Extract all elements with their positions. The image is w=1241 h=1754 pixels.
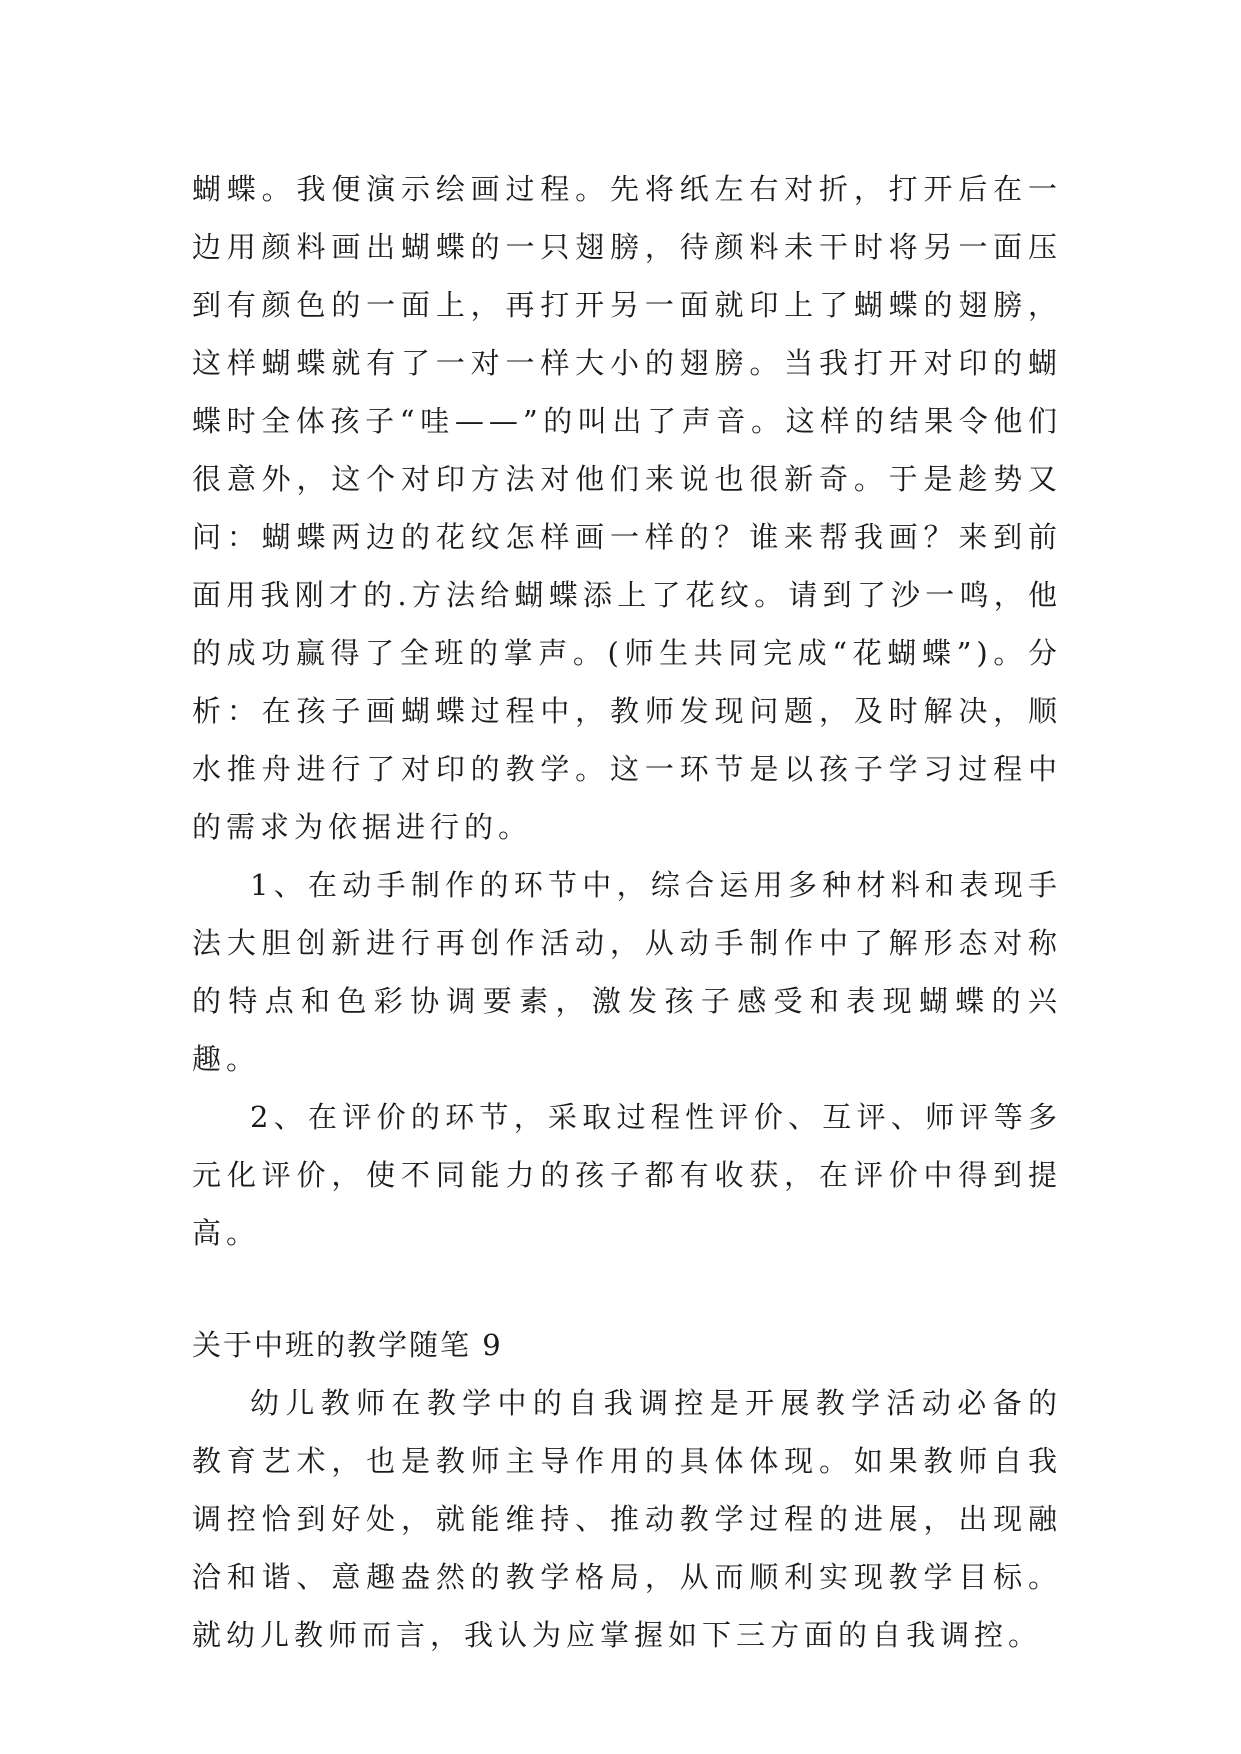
paragraph-point-1: 1、在动手制作的环节中，综合运用多种材料和表现手法大胆创新进行再创作活动，从动手制作中了解形态对称的特点和色彩协调要素，激发孩子感受和表现蝴蝶的兴趣。 — [192, 868, 1062, 1076]
paragraph-self-regulation: 幼儿教师在教学中的自我调控是开展教学活动必备的教育艺术，也是教师主导作用的具体体现。如果教师自我调控恰到好处，就能维持、推动教学过程的进展，出现融洽和谐、意趣盎然的教学格局，从而顺利实现教学目标。就幼儿教师而言，我认为应掌握如下三方面的自我调控。 — [192, 1386, 1062, 1652]
section-title: 关于中班的教学随笔 9 — [192, 1328, 503, 1362]
paragraph-butterfly-lesson: 蝴蝶。我便演示绘画过程。先将纸左右对折，打开后在一边用颜料画出蝴蝶的一只翅膀，待颜料未干时将另一面压到有颜色的一面上，再打开另一面就印上了蝴蝶的翅膀，这样蝴蝶就有了一对一样大小的翅膀。当我打开对印的蝴蝶时全体孩子“哇——”的叫出了声音。这样的结果令他们很意外，这个对印方法对他们来说也很新奇。于是趁势又问：蝴蝶两边的花纹怎样画一样的？谁来帮我画？来到前面用我刚才的.方法给蝴蝶添上了花纹。请到了沙一鸣，他的成功赢得了全班的掌声。(师生共同完成“花蝴蝶”)。分析：在孩子画蝴蝶过程中，教师发现问题，及时解决，顺水推舟进行了对印的教学。这一环节是以孩子学习过程中的需求为依据进行的。 — [192, 172, 1062, 844]
document-page — [192, 160, 1062, 1664]
paragraph-point-2: 2、在评价的环节，采取过程性评价、互评、师评等多元化评价，使不同能力的孩子都有收获，在评价中得到提高。 — [192, 1100, 1062, 1250]
